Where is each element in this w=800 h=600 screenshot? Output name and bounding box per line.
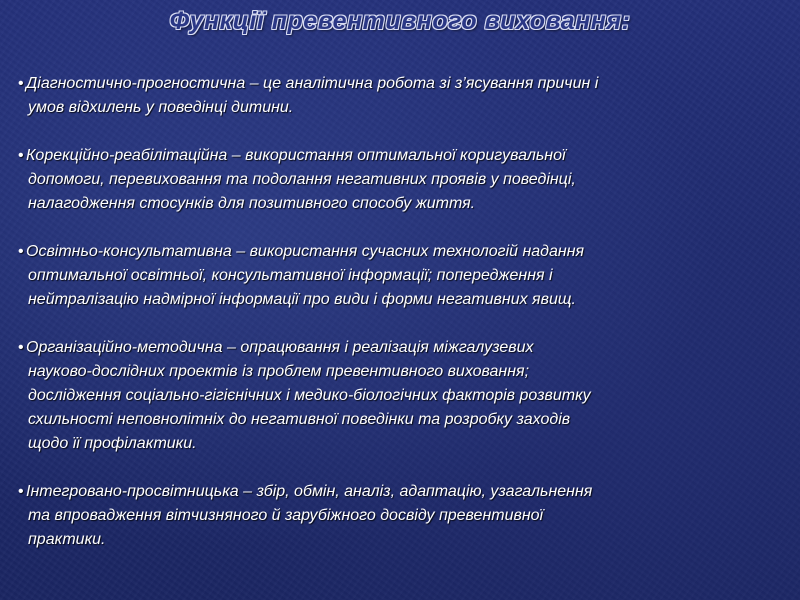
item-text-line: схильності неповнолітніх до негативної поведінки та розробку заходів	[28, 411, 571, 428]
bullet-icon: •	[18, 483, 24, 500]
item-text-line: та впровадження вітчизняного й зарубіжного досвіду превентивної	[28, 507, 544, 524]
bullet-icon: •	[18, 147, 24, 164]
item-text-line: практики.	[28, 531, 106, 548]
item-text-line: налагодження стосунків для позитивного способу життя.	[28, 195, 476, 212]
list-item	[18, 336, 778, 456]
item-text-line: нейтралізацію надмірної інформації про види і форми негативних явищ.	[28, 291, 576, 308]
item-text-line: допомоги, перевиховання та подолання негативних проявів у поведінці,	[28, 171, 576, 188]
bullet-icon: •	[18, 339, 24, 356]
item-text-line: оптимальної освітньої, консультативної інформації; попередження і	[28, 267, 553, 284]
item-text-line: щодо її профілактики.	[28, 435, 197, 452]
item-text-line: Освітньо-консультативна – використання сучасних технологій надання	[26, 243, 585, 260]
list-item	[18, 240, 778, 312]
functions-list	[18, 72, 778, 552]
item-text-line: Діагностично-прогностична – це аналітична робота зі з’ясування причин і	[26, 75, 599, 92]
item-text-line: умов відхилень у поведінці дитини.	[28, 99, 294, 116]
item-text-line: науково-дослідних проектів із проблем превентивного виховання;	[28, 363, 530, 380]
list-item	[18, 144, 778, 216]
bullet-icon: •	[18, 75, 24, 92]
bullet-icon: •	[18, 243, 24, 260]
item-text-line: Організаційно-методична – опрацювання і реалізація міжгалузевих	[26, 339, 534, 356]
item-text-line: Корекційно-реабілітаційна – використання оптимальної коригувальної	[26, 147, 566, 164]
item-text-line: Інтегровано-просвітницька – збір, обмін, аналіз, адаптацію, узагальнення	[26, 483, 593, 500]
list-item	[18, 480, 778, 552]
slide-title: Функції превентивного виховання:	[169, 7, 631, 35]
item-text-line: дослідження соціально-гігієнічних і медико-біологічних факторів розвитку	[28, 387, 591, 404]
list-item	[18, 72, 778, 120]
